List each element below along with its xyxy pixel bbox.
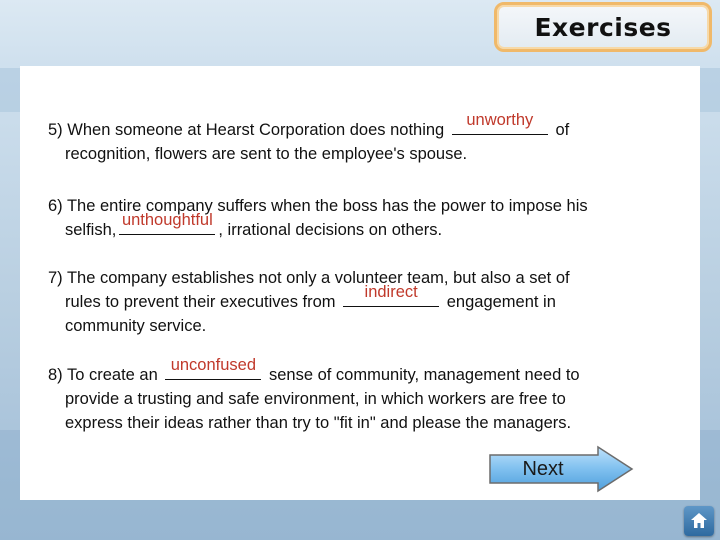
exercise-text: To create an [66, 366, 158, 384]
exercise-7-line-2 [48, 283, 698, 314]
page-title: Exercises [534, 12, 672, 42]
exercise-7 [48, 266, 698, 338]
exercise-text: sense of community, management need to [268, 366, 580, 384]
exercise-text: engagement in [446, 293, 556, 311]
exercise-text: The company establishes not only a volunteer team, but also a set of [66, 269, 570, 287]
answer-blank[interactable] [119, 211, 215, 235]
home-button[interactable] [684, 506, 714, 536]
next-button[interactable] [488, 445, 634, 493]
exercise-6 [48, 194, 698, 242]
answer-blank[interactable] [452, 111, 548, 135]
answer-blank[interactable] [343, 283, 439, 307]
exercise-number: 7) [48, 269, 63, 287]
answer-text: unconfused [170, 356, 257, 374]
exercise-5-line-1 [48, 111, 698, 142]
home-icon [689, 511, 709, 531]
exercise-text: , irrational decisions on others. [218, 221, 443, 239]
exercise-number: 6) [48, 197, 63, 215]
exercise-panel [20, 66, 700, 500]
exercise-number: 5) [48, 121, 63, 139]
exercise-text: When someone at Hearst Corporation does nothing [67, 121, 445, 139]
exercise-text: selfish, [65, 221, 117, 239]
exercise-text: community service. [65, 317, 207, 335]
exercise-6-line-2 [48, 211, 698, 242]
next-label: Next [522, 457, 564, 480]
answer-text: unworthy [466, 111, 534, 129]
exercise-number: 8) [48, 366, 63, 384]
answer-text: unthoughtful [121, 211, 213, 229]
exercise-text: express their ideas rather than try to "fit in" and please the managers. [65, 414, 572, 432]
exercise-text: provide a trusting and safe environment, in which workers are free to [65, 390, 566, 408]
answer-blank[interactable] [165, 356, 261, 380]
exercise-text: The entire company suffers when the boss has the power to impose his [66, 197, 588, 215]
exercise-8-line-1 [48, 356, 698, 387]
title-box [494, 2, 712, 52]
answer-text: indirect [364, 283, 418, 301]
exercise-text: rules to prevent their executives from [65, 293, 336, 311]
exercise-5 [48, 111, 698, 166]
exercise-text: of [555, 121, 570, 139]
exercise-8 [48, 356, 698, 435]
exercise-text: recognition, flowers are sent to the employee's spouse. [65, 145, 468, 163]
